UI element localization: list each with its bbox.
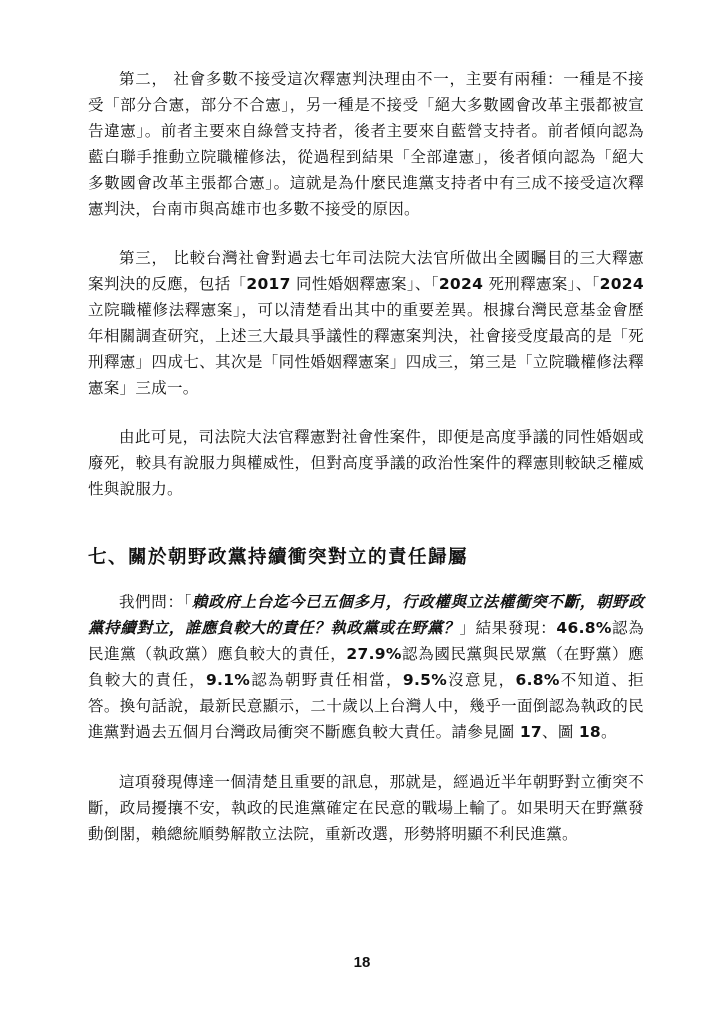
text-segment: 我們問：「 (119, 593, 193, 611)
text-segment: 立院職權修法釋憲案」，可以清楚看出其中的重要差異。根據台灣民意基金會歷年相關調查研究，上述三大最具爭議性的釋憲案判決，社會接受度最高的是「死刑釋憲」四成七、其次是「同性婚姻釋憲案」四成三，第三是「立院職權修法釋憲案」三成一。 (88, 301, 644, 397)
percent-equal: 9.1% (205, 671, 251, 689)
survey-question: 賴政府上台迄今已五個多月，行政權與立法權衝突不斷，朝野政黨持續對立，誰應負較大的責任？執政黨或在野黨？ (88, 593, 644, 637)
paragraph-survey-result (88, 589, 644, 745)
text-segment: 同性婚姻釋憲案」、「 (290, 275, 439, 293)
figure-ref-17: 17 (519, 723, 543, 741)
paragraph-third-point (88, 245, 644, 401)
text-segment: 認為民進黨（執政黨）應負較大的責任， (88, 619, 644, 663)
year-2024-a: 2024 (438, 275, 484, 293)
document-page (88, 66, 644, 847)
text-segment: 」結果發現： (459, 619, 557, 637)
text-segment: 第三， 比較台灣社會對過去七年司法院大法官所做出全國矚目的三大釋憲案判決的反應，包括「 (88, 249, 644, 293)
text-segment: 不知道、拒答。換句話說，最新民意顯示，二十歲以上台灣人中，幾乎一面倒認為執政的民進黨對過去五個月台灣政局衝突不斷應負較大責任。請參見圖 (88, 671, 644, 741)
text-segment: 認為朝野責任相當， (250, 671, 403, 689)
paragraph-implication: 這項發現傳達一個清楚且重要的訊息，那就是，經過近半年朝野對立衝突不斷，政局擾攘不安，執政的民進黨確定在民意的戰場上輸了。如果明天在野黨發動倒閣，賴總統順勢解散立法院，重新改選，形勢將明顯不利民進黨。 (88, 773, 644, 843)
percent-dpp: 46.8% (556, 619, 612, 637)
text-segment: 死刑釋憲案」、「 (483, 275, 600, 293)
page-number: 18 (353, 954, 371, 971)
year-2017: 2017 (246, 275, 291, 293)
year-2024-b: 2024 (599, 275, 644, 293)
text-segment: 沒意見， (447, 671, 516, 689)
paragraph-second-point: 第二， 社會多數不接受這次釋憲判決理由不一，主要有兩種：一種是不接受「部分合憲，部分不合憲」，另一種是不接受「絕大多數國會改革主張都被宣告違憲」。前者主要來自綠營支持者，後者主要來自藍營支持者。前者傾向認為藍白聯手推動立院職權修法，從過程到結果「全部違憲」，後者傾向認為「絕大多數國會改革主張都合憲」。這就是為什麼民進黨支持者中有三成不接受這次釋憲判決，台南市與高雄市也多數不接受的原因。 (88, 70, 644, 218)
text-segment: 。 (601, 723, 617, 741)
figure-ref-18: 18 (578, 723, 602, 741)
percent-no-opinion: 9.5% (402, 671, 448, 689)
paragraph-conclusion: 由此可見，司法院大法官釋憲對社會性案件，即便是高度爭議的同性婚姻或廢死，較具有說服力與權威性，但對高度爭議的政治性案件的釋憲則較缺乏權威性與說服力。 (88, 428, 644, 498)
percent-dont-know: 6.8% (515, 671, 560, 689)
text-segment: 認為國民黨與民眾黨（在野黨）應負較大的責任， (88, 645, 644, 689)
text-segment: 、圖 (542, 723, 579, 741)
percent-opposition: 27.9% (346, 645, 402, 663)
section-heading: 七、關於朝野政黨持續衝突對立的責任歸屬 (88, 547, 469, 568)
